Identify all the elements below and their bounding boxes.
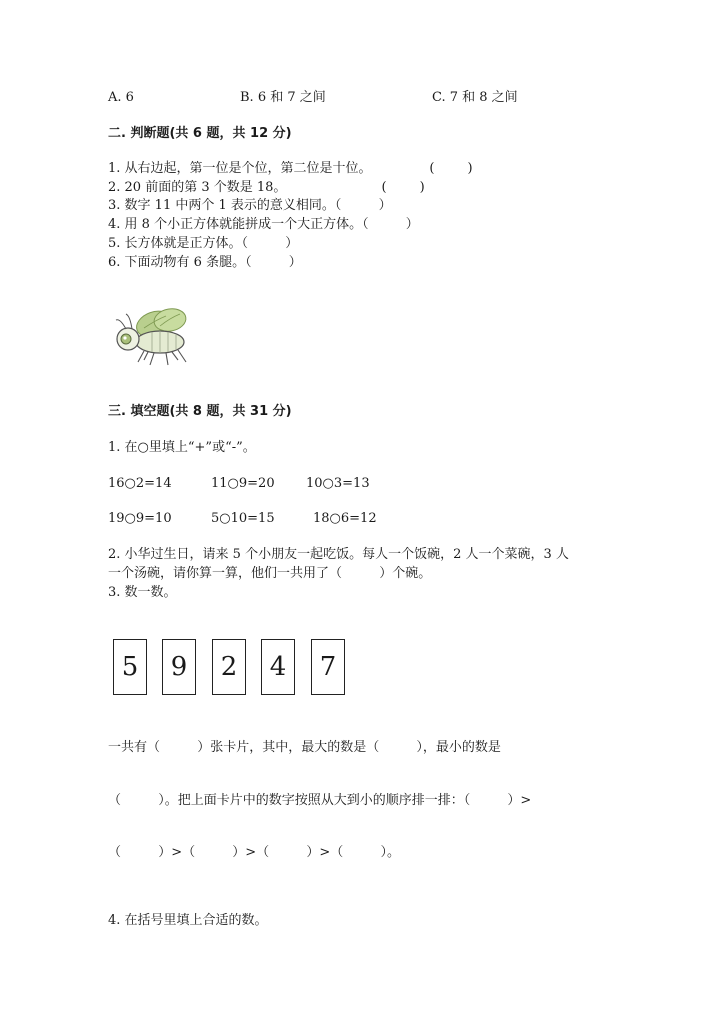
- judge-item-6: 6. 下面动物有 6 条腿。（ ）: [108, 255, 302, 270]
- judge-item-5: 5. 长方体就是正方体。（ ）: [108, 236, 299, 251]
- fill-q1-text: 1. 在○里填上“+”或“-”。: [108, 440, 256, 455]
- equation: 10○3=13: [306, 476, 370, 491]
- option-a: A. 6: [108, 90, 134, 105]
- judge-item-4: 4. 用 8 个小正方体就能拼成一个大正方体。（ ）: [108, 217, 419, 232]
- option-c: C. 7 和 8 之间: [432, 90, 518, 105]
- option-b: B. 6 和 7 之间: [240, 90, 326, 105]
- fill-q4-text: 4. 在括号里填上合适的数。: [108, 913, 268, 928]
- fill-q3-line-2: （ ）。把上面卡片中的数字按照从大到小的顺序排一排：（ ）>: [108, 793, 532, 808]
- fill-q2-line-1: 2. 小华过生日，请来 5 个小朋友一起吃饭。每人一个饭碗，2 人一个菜碗，3 人: [108, 547, 569, 562]
- fill-q3-line-1: 一共有（ ）张卡片，其中，最大的数是（ ），最小的数是: [108, 740, 501, 755]
- number-card: 7: [311, 639, 345, 695]
- fill-q3-text: 3. 数一数。: [108, 585, 177, 600]
- number-card: 5: [113, 639, 147, 695]
- equation: 16○2=14: [108, 476, 172, 491]
- fly-illustration: [108, 302, 198, 368]
- fill-q2-line-2: 一个汤碗，请你算一算，他们一共用了（ ）个碗。: [108, 566, 432, 581]
- section-2-title: 二. 判断题(共 6 题，共 12 分): [108, 126, 292, 141]
- equation: 19○9=10: [108, 511, 172, 526]
- number-card: 4: [261, 639, 295, 695]
- equation: 18○6=12: [313, 511, 377, 526]
- equation: 11○9=20: [211, 476, 275, 491]
- fill-q3-line-3: （ ）>（ ）>（ ）>（ ）。: [108, 845, 400, 860]
- equation: 5○10=15: [211, 511, 275, 526]
- judge-item-1: 1. 从右边起，第一位是个位，第二位是十位。 ( ): [108, 161, 473, 176]
- section-3-title: 三. 填空题(共 8 题，共 31 分): [108, 404, 292, 419]
- number-card: 9: [162, 639, 196, 695]
- judge-item-3: 3. 数字 11 中两个 1 表示的意义相同。（ ）: [108, 198, 392, 213]
- judge-item-2: 2. 20 前面的第 3 个数是 18。 ( ): [108, 180, 425, 195]
- number-card: 2: [212, 639, 246, 695]
